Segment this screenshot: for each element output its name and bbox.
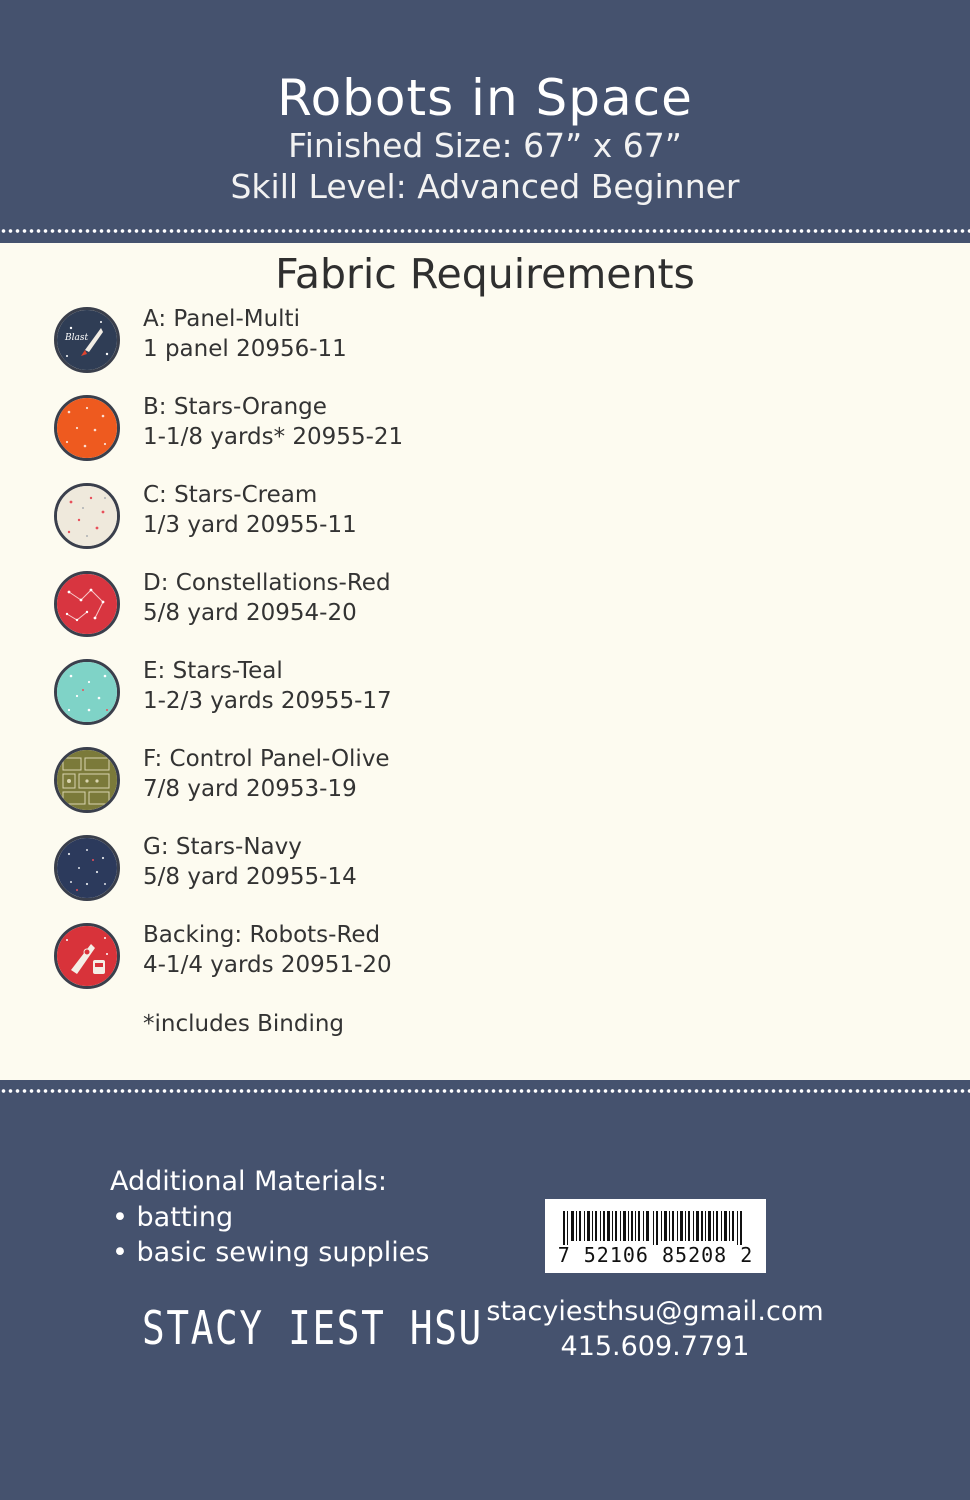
bottom-dotted-divider: [0, 1089, 970, 1093]
fabric-item-name: F: Control Panel-Olive: [143, 746, 390, 772]
skill-level: Skill Level: Advanced Beginner: [230, 167, 740, 206]
fabric-requirements-panel: [0, 243, 970, 1080]
contact-phone[interactable]: 415.609.7791: [560, 1331, 750, 1362]
binding-footnote: *includes Binding: [143, 1011, 345, 1037]
fabric-item-name: E: Stars-Teal: [143, 658, 283, 684]
fabric-item-qty: 5/8 yard 20954-20: [143, 600, 357, 626]
swatch-stars-orange-icon: [54, 395, 120, 461]
contact-email[interactable]: stacyiesthsu@gmail.com: [486, 1296, 824, 1327]
fabric-item-name: Backing: Robots-Red: [143, 922, 381, 948]
swatch-constellations-red-icon: [54, 571, 120, 637]
swatch-stars-navy-icon: [54, 835, 120, 901]
designer-brand-logo: STACY IEST HSU: [142, 1301, 483, 1355]
barcode-bars-icon: [545, 1199, 766, 1247]
fabric-item-name: C: Stars-Cream: [143, 482, 318, 508]
pattern-title: Robots in Space: [277, 69, 693, 127]
swatch-robots-red-icon: [54, 923, 120, 989]
swatch-panel-multi-icon: [54, 307, 120, 373]
fabric-item-qty: 1/3 yard 20955-11: [143, 512, 357, 538]
fabric-item-qty: 1 panel 20956-11: [143, 336, 347, 362]
swatch-g-fill: [57, 838, 117, 898]
finished-size: Finished Size: 67” x 67”: [288, 126, 682, 165]
fabric-item-qty: 1-2/3 yards 20955-17: [143, 688, 392, 714]
swatch-control-panel-olive-icon: [54, 747, 120, 813]
fabric-item-qty: 5/8 yard 20955-14: [143, 864, 357, 890]
additional-materials-heading: Additional Materials:: [110, 1166, 387, 1197]
fabric-item-qty: 7/8 yard 20953-19: [143, 776, 357, 802]
fabric-item-name: G: Stars-Navy: [143, 834, 302, 860]
fabric-item-name: B: Stars-Orange: [143, 394, 327, 420]
swatch-e-fill: [57, 662, 117, 722]
material-item: • batting: [112, 1202, 234, 1233]
material-item: • basic sewing supplies: [112, 1237, 430, 1268]
fabric-item-qty: 1-1/8 yards* 20955-21: [143, 424, 404, 450]
fabric-item-name: D: Constellations-Red: [143, 570, 391, 596]
swatch-stars-teal-icon: [54, 659, 120, 725]
svg-text:Blast: Blast: [65, 333, 89, 343]
barcode: [545, 1199, 766, 1273]
swatch-stars-cream-icon: [54, 483, 120, 549]
header-band: [0, 0, 970, 236]
barcode-number: 7 52106 85208 2: [557, 1243, 754, 1267]
fabric-item-qty: 4-1/4 yards 20951-20: [143, 952, 392, 978]
swatch-c-fill: [57, 486, 117, 546]
fabric-requirements-heading: Fabric Requirements: [275, 250, 695, 298]
swatch-d-fill: [57, 574, 117, 634]
fabric-item-name: A: Panel-Multi: [143, 306, 300, 332]
top-dotted-divider: [0, 229, 970, 233]
